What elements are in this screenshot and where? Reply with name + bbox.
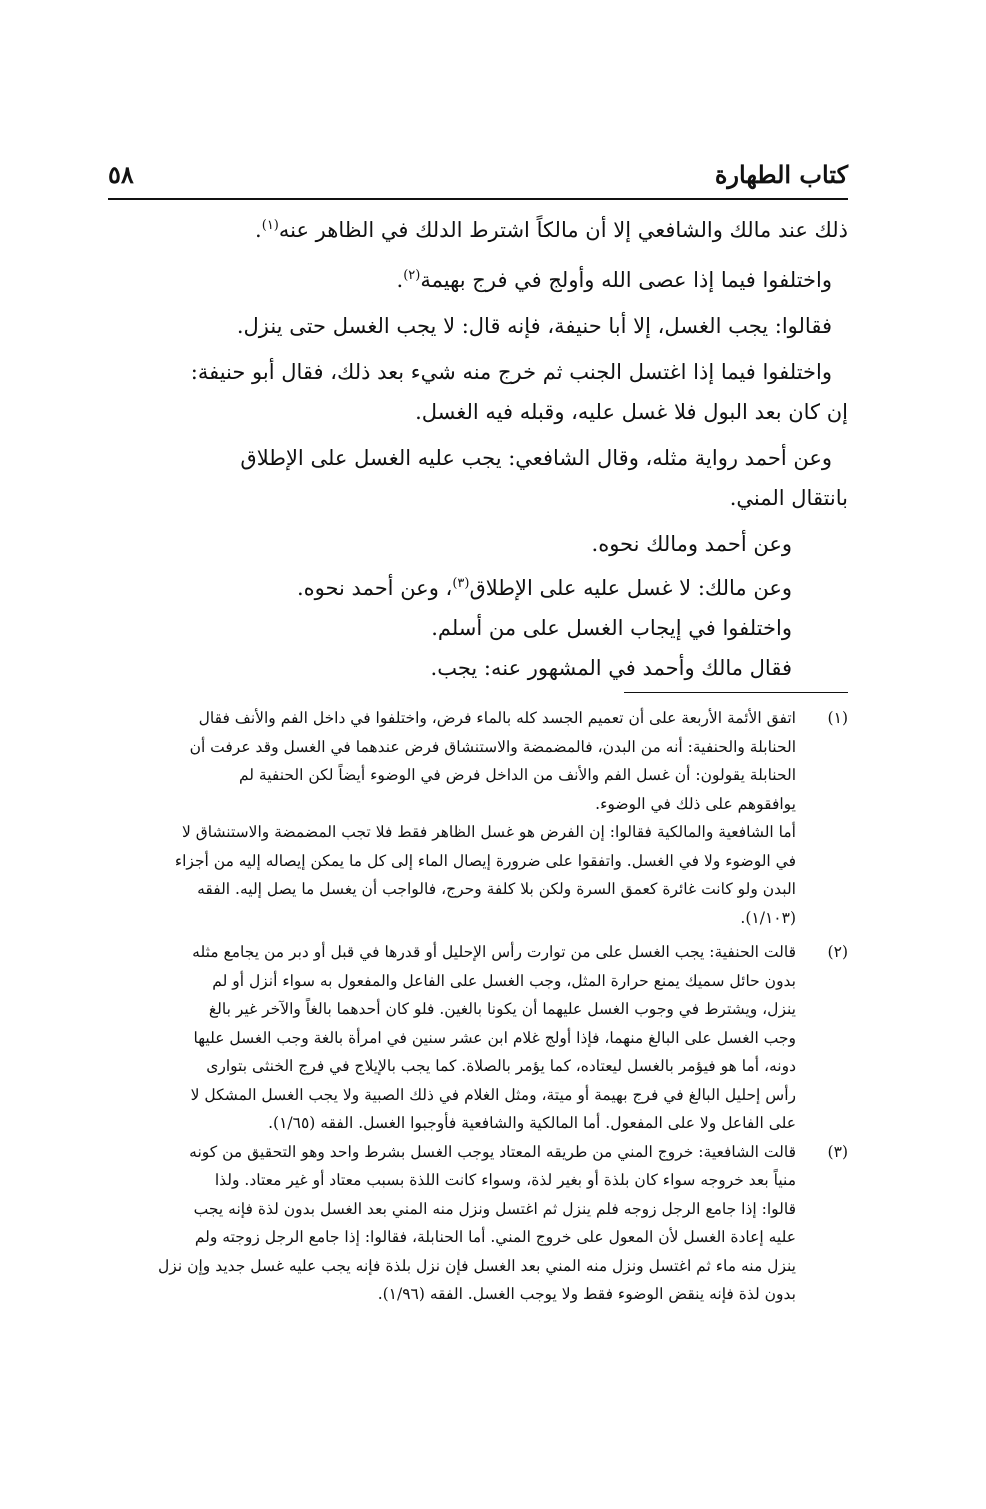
footnote-line: قالت الحنفية: يجب الغسل على من توارت رأس الإحليل أو قدرها في قبل أو دبر من يجامع مثله — [192, 943, 796, 961]
footnote-ref-2[interactable]: (٢) — [403, 268, 421, 283]
footnote-line: في الوضوء ولا في الغسل. واتفقوا على ضرورة إيصال الماء إلى كل ما يمكن إيصاله إليه من أجزاء — [174, 851, 796, 870]
footnote-line: (١/١٠٣). — [740, 908, 796, 927]
footnote-divider — [624, 692, 848, 693]
running-title: كتاب الطهارة — [714, 160, 848, 189]
main-line: فقالوا: يجب الغسل، إلا أبا حنيفة، فإنه قال: لا يجب الغسل حتى ينزل. — [236, 314, 832, 338]
main-text — [108, 206, 848, 686]
line-end: . — [255, 218, 262, 242]
main-line: إن كان بعد البول فلا غسل عليه، وقبله فيه الغسل. — [415, 400, 848, 424]
footnote-line: بدون حائل سميك يمنع حرارة المثل، وجب الغسل على الفاعل والمفعول به سواء أنزل أو لم — [212, 971, 796, 990]
footnote-line: أما الشافعية والمالكية فقالوا: إن الفرض هو غسل الظاهر فقط فلا تجب المضمضة والاستنشاق لا — [181, 823, 796, 841]
line-text: ، وعن أحمد نحوه. — [296, 576, 453, 600]
footnote-line: قالوا: إذا جامع الرجل زوجه فلم ينزل ثم اغتسل ونزل منه المني بعد الغسل بدون لذة فإنه يجب — [193, 1199, 796, 1218]
main-line — [108, 564, 848, 608]
footnote-line: الحنابلة يقولون: أن غسل الفم والأنف من الداخل فرض في الوضوء أيضاً لكن الحنفية لم — [238, 766, 796, 784]
page-number: ٥٨ — [108, 160, 134, 189]
footnote-line: منياً بعد خروجه سواء كان بلذة أو بغير لذة، وسواء كانت اللذة بسبب معتاد أو غير معتاد. ولذا — [214, 1171, 796, 1189]
footnote-2 — [108, 938, 848, 1138]
footnote-3 — [108, 1138, 848, 1309]
footnote-line: عليه إعادة الغسل لأن المعول على خروج المني. أما الحنابلة، فقالوا: إذا جامع الرجل زوجته ولم — [194, 1228, 796, 1246]
main-line — [108, 256, 848, 300]
main-line — [108, 206, 848, 250]
footnote-line: رأس إحليل البالغ في فرج بهيمة أو ميتة، ومثل الغلام في ذلك الصبية ولا يجب الغسل المشكل لا — [190, 1085, 796, 1104]
footnote-line: وجب الغسل على البالغ منهما، فإذا أولج غلام ابن عشر سنين في امرأة بالغة وجب الغسل عليها — [193, 1028, 796, 1047]
footnote-line: دونه، أما هو فيؤمر بالغسل ليعتاده، كما يؤمر بالصلاة. كما يجب بالإيلاج في فرج الخنثى بتوارى — [206, 1057, 796, 1075]
line-text: ذلك عند مالك والشافعي إلا أن مالكاً اشترط الدلك في الظاهر عنه — [278, 218, 848, 242]
footnote-line: ينزل منه ماء ثم اغتسل ونزل منه المني بعد الغسل فإن نزل بلذة فإنه يجب عليه غسل جديد وإن نزل — [158, 1256, 796, 1275]
main-line: فقال مالك وأحمد في المشهور عنه: يجب. — [430, 656, 792, 680]
main-line: واختلفوا فيما إذا اغتسل الجنب ثم خرج منه شيء بعد ذلك، فقال أبو حنيفة: — [190, 360, 832, 384]
footnote-ref-3[interactable]: (٣) — [452, 576, 470, 591]
footnote-line: ينزل، ويشترط في وجوب الغسل عليهما أن يكونا بالغين. فلو كان أحدهما بالغاً والآخر غير بالغ — [208, 1000, 796, 1018]
main-line: بانتقال المني. — [729, 486, 848, 510]
footnote-number: (٢) — [827, 943, 848, 961]
line-text: وعن مالك: لا غسل عليه على الإطلاق — [469, 576, 792, 600]
main-line: وعن أحمد ومالك نحوه. — [591, 532, 792, 556]
footnotes — [108, 704, 848, 1364]
footnote-ref-1[interactable]: (١) — [261, 218, 279, 233]
header-divider — [108, 198, 848, 200]
line-text: واختلفوا فيما إذا عصى الله وأولج في فرج بهيمة — [420, 268, 832, 292]
page-header — [108, 160, 848, 196]
line-end: . — [396, 268, 404, 292]
footnote-line: الحنابلة والحنفية: أنه من البدن، فالمضمضة والاستنشاق فرض عندهما في الغسل وقد عرفت أن — [189, 737, 796, 756]
footnote-line: اتفق الأئمة الأربعة على أن تعميم الجسد كله بالماء فرض، واختلفوا في داخل الفم والأنف فقال — [198, 709, 796, 727]
footnote-1 — [108, 704, 848, 932]
footnote-number: (٣) — [827, 1142, 848, 1161]
main-line: واختلفوا في إيجاب الغسل على من أسلم. — [431, 616, 792, 640]
footnote-line: يوافقوهم على ذلك في الوضوء. — [595, 794, 796, 813]
footnote-line: بدون لذة فإنه ينقض الوضوء فقط ولا يوجب الغسل. الفقه (١/٩٦). — [377, 1285, 796, 1303]
footnote-line: قالت الشافعية: خروج المني من طريقه المعتاد يوجب الغسل بشرط واحد وهو التحقيق من كونه — [189, 1142, 796, 1161]
footnote-number: (١) — [827, 709, 848, 727]
main-line: وعن أحمد رواية مثله، وقال الشافعي: يجب عليه الغسل على الإطلاق — [240, 446, 832, 470]
footnote-line: البدن ولو كانت غائرة كعمق السرة ولكن بلا كلفة وحرج، فالواجب أن يغسل ما يصل إليه. الفقه — [197, 880, 796, 898]
footnote-line: على الفاعل ولا على المفعول. أما المالكية والشافعية فأوجبوا الغسل. الفقه (١/٦٥). — [268, 1114, 796, 1132]
